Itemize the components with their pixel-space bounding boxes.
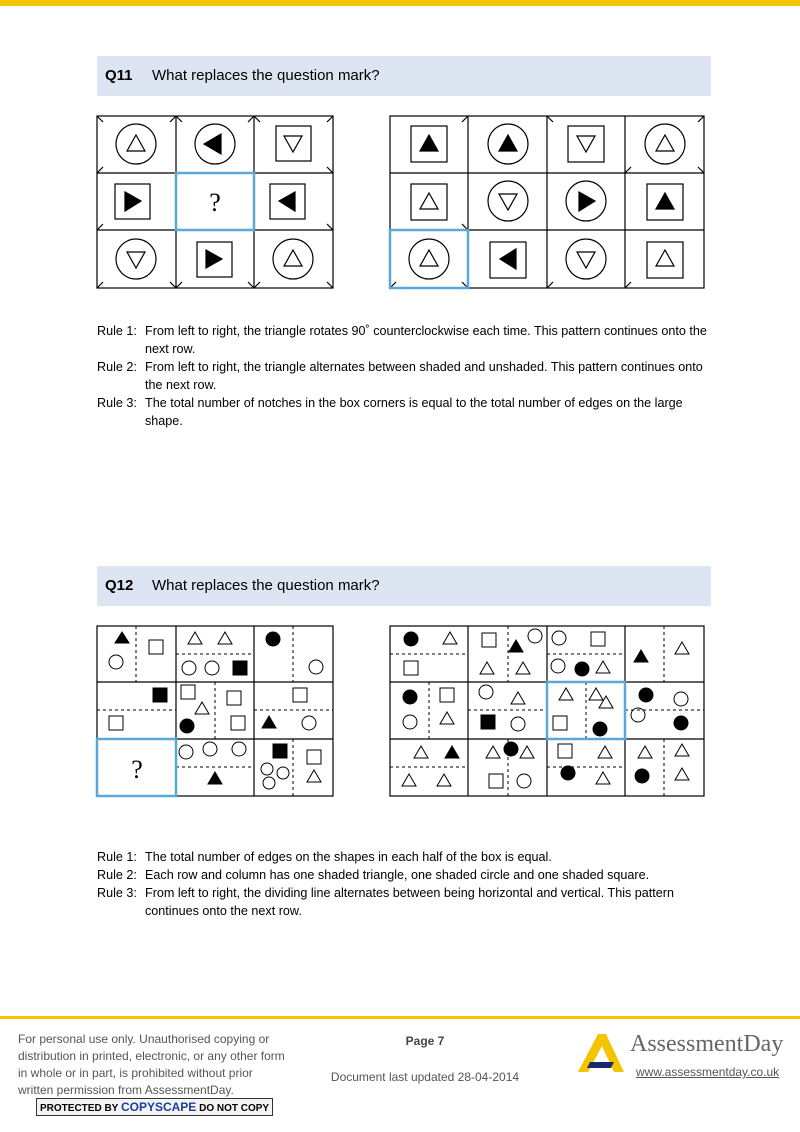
q11-puzzle-figure xyxy=(97,116,333,288)
q11-missing-mark: ? xyxy=(209,188,221,217)
q11-rule-2 xyxy=(97,358,717,394)
copyscape-badge[interactable] xyxy=(36,1098,273,1116)
q11-rules xyxy=(97,322,717,430)
rule-label: Rule 1: xyxy=(97,850,137,864)
q11-question: What replaces the question mark? xyxy=(152,67,380,84)
rule-text: From left to right, the triangle rotates 90˚ counterclockwise each time. This pattern continues onto the next row. xyxy=(145,324,707,356)
copyscape-pre: PROTECTED BY xyxy=(40,1103,119,1114)
q12-rule-1 xyxy=(97,848,717,866)
rule-text: Each row and column has one shaded triangle, one shaded circle and one shaded square. xyxy=(145,868,650,882)
brand-name: AssessmentDay xyxy=(630,1031,784,1057)
rule-label: Rule 2: xyxy=(97,868,137,882)
q12-number: Q12 xyxy=(105,577,134,594)
q12-rule-3 xyxy=(97,884,717,920)
rule-text: From left to right, the triangle alternates between shaded and unshaded. This pattern continues onto the next row. xyxy=(145,360,703,392)
rule-text: The total number of edges on the shapes in each half of the box is equal. xyxy=(145,850,552,864)
copyscape-post: DO NOT COPY xyxy=(199,1103,270,1114)
q11-rule-3 xyxy=(97,394,717,430)
q11-header xyxy=(97,56,711,96)
q12-question: What replaces the question mark? xyxy=(152,577,380,594)
top-accent-bar xyxy=(0,0,800,6)
brand-url-link[interactable]: www.assessmentday.co.uk xyxy=(636,1065,780,1079)
q12-rule-2 xyxy=(97,866,717,884)
page-number: Page 7 xyxy=(405,1034,445,1048)
q11-number: Q11 xyxy=(105,67,133,84)
q12-rules xyxy=(97,848,717,920)
q11-options-figure xyxy=(390,116,704,288)
rule-text: From left to right, the dividing line alternates between being horizontal and vertical. This pattern continues onto the next row. xyxy=(145,886,674,918)
q11-rule-1 xyxy=(97,322,717,358)
footer-accent-line xyxy=(0,1016,800,1019)
rule-label: Rule 2: xyxy=(97,360,137,374)
assessmentday-logo-icon xyxy=(576,1030,626,1074)
rule-label: Rule 3: xyxy=(97,396,137,410)
rule-label: Rule 3: xyxy=(97,886,137,900)
rule-text: The total number of notches in the box corners is equal to the total number of edges on the large shape. xyxy=(145,396,683,428)
q12-missing-mark: ? xyxy=(131,755,143,784)
last-updated: Document last updated 28-04-2014 xyxy=(330,1070,520,1084)
q12-header xyxy=(97,566,711,606)
rule-label: Rule 1: xyxy=(97,324,137,338)
copyscape-brand: COPYSCAPE xyxy=(120,1100,197,1114)
copyright-notice: For personal use only. Unauthorised copying or distribution in printed, electronic, or any other form in whole or in part, is prohibited without prior written permission from AssessmentDay. xyxy=(18,1032,285,1097)
q12-options-figure xyxy=(390,626,704,796)
q12-puzzle-figure xyxy=(97,626,333,796)
